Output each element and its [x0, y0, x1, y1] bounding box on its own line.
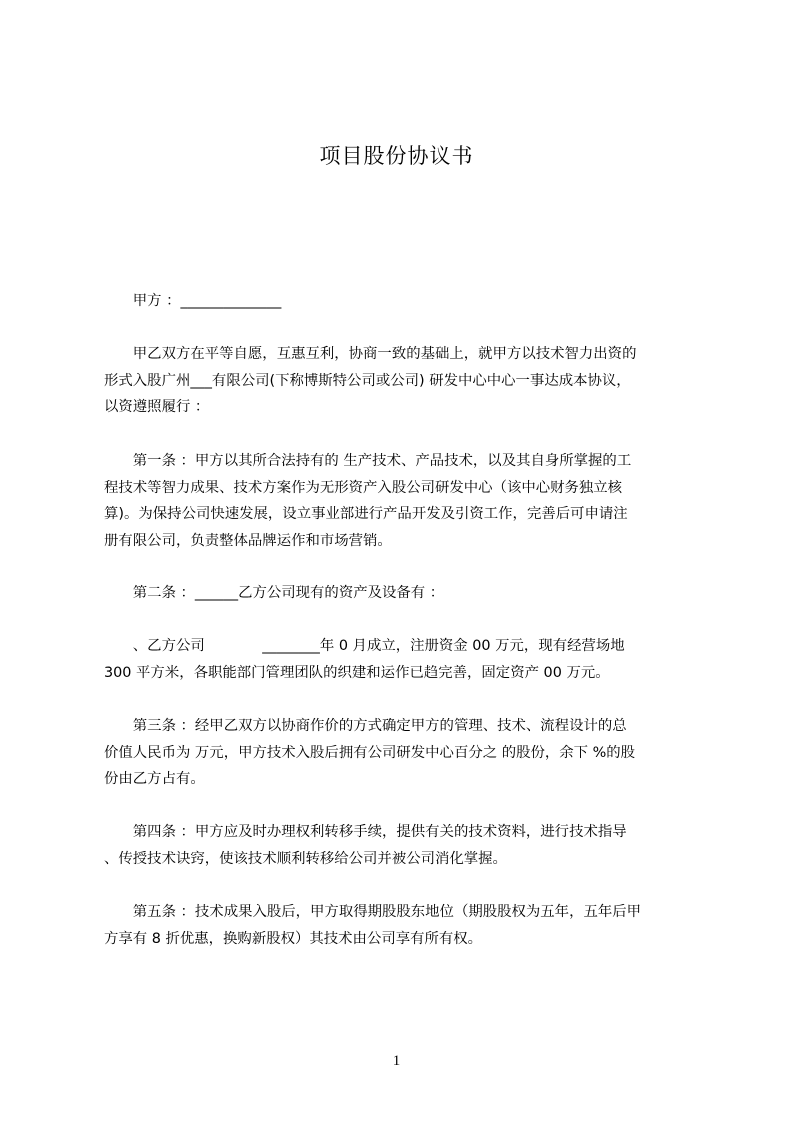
text-line: 份由乙方占有。: [104, 771, 205, 787]
text-line: 甲乙双方在平等自愿，互惠互利，协商一致的基础上，就甲方以技术智力出资的: [104, 346, 637, 362]
article-1-paragraph: [104, 448, 704, 554]
text-line: 价值人民币为 万元，甲方技术入股后拥有公司研发中心百分之 的股份，余下 %的股: [104, 744, 636, 761]
text-line: 第一条 ：甲方以其所合法持有的 生产技术、产品技术，以及其自身所掌握的工: [104, 453, 632, 469]
page-number: 1: [392, 1053, 401, 1069]
article-2-paragraph: [104, 580, 704, 607]
article-4-paragraph: [104, 819, 704, 872]
text-line: 算)。为保持公司快速发展，设立事业部进行产品开发及引资工作，完善后可申请注: [104, 506, 628, 522]
party-a-text: 甲方 ：______________: [104, 293, 282, 309]
text-line: 、传授技术诀窍，使该技术顺利转移给公司并被公司消化掌握。: [104, 850, 507, 867]
text-line: 第二条 ：______乙方公司现有的资产及设备有 ：: [104, 585, 445, 601]
text-line: 方享有 8 折优惠，换购新股权）其技术由公司享有所有权。: [104, 930, 483, 947]
article-5-paragraph: [104, 899, 704, 952]
page-title: 项目股份协议书: [319, 144, 474, 168]
party-a-line: [104, 288, 704, 315]
text-line: 第三条 ：经甲乙双方以协商作价的方式确定甲方的管理、技术、流程设计的总: [104, 718, 627, 734]
text-line: 第四条 ：甲方应及时办理权利转移手续，提供有关的技术资料，进行技术指导: [104, 824, 627, 840]
text-line: 形式入股广州___有限公司(下称博斯特公司或公司) 研发中心中心一事达成本协议，: [104, 372, 631, 389]
article-2-detail-paragraph: [104, 633, 704, 686]
preamble-paragraph: [104, 341, 704, 421]
text-line: 、乙方公司 ________年 0 月成立，注册资金 00 万元，现有经营场地: [104, 638, 625, 654]
text-line: 第五条 ：技术成果入股后，甲方取得期股股东地位（期股股权为五年，五年后甲: [104, 904, 642, 920]
text-line: 程技术等智力成果、技术方案作为无形资产入股公司研发中心（该中心财务独立核: [104, 479, 623, 496]
text-line: 以资遵照履行 ：: [104, 399, 210, 415]
text-line: 册有限公司，负责整体品牌运作和市场营销。: [104, 532, 392, 549]
text-line: 300 平方米，各职能部门管理团队的织建和运作已趋完善，固定资产 00 万元。: [104, 664, 610, 681]
article-3-paragraph: [104, 713, 704, 793]
